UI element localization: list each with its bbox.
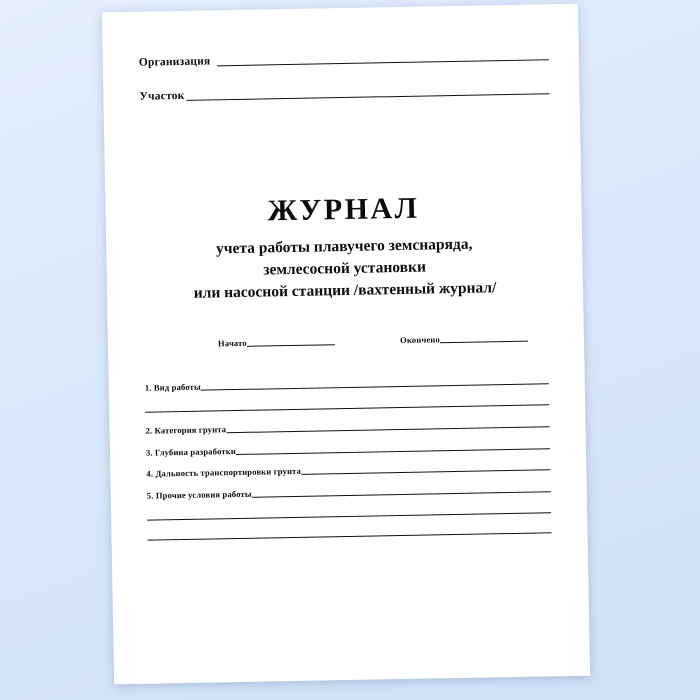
field-site-line[interactable] [187,92,550,101]
item-transport-distance-label: 4. Дальность транспортировки грунта [146,466,302,480]
field-finished[interactable] [400,333,528,345]
field-started-label: Начато [217,337,247,349]
field-started-line[interactable] [247,343,335,347]
item-work-type-label: 1. Вид работы [144,381,201,393]
items-list [145,376,552,541]
document-page-content [102,4,590,685]
field-organization-label: Организация [138,55,211,69]
document-title: ЖУРНАЛ [267,191,420,228]
document-subtitle-line-1: учета работы плавучего земснаряда, [215,235,473,257]
item-soil-category-label: 2. Категория грунта [145,424,227,437]
field-finished-line[interactable] [440,340,528,344]
field-organization[interactable] [139,50,549,69]
document-subtitle-line-3: или насосной станции /вахтенный журнал/ [193,278,497,302]
item-excavation-depth-label: 3. Глубина разработки [145,445,237,458]
document-subtitle-line-2: землесосной установки [263,258,427,279]
field-started[interactable] [218,336,335,348]
item-other-conditions-label: 5. Прочие условия работы [146,488,252,501]
field-organization-line[interactable] [216,58,548,66]
title-block [105,190,583,306]
field-finished-label: Окончено [399,334,441,346]
field-site-label: Участок [139,89,185,103]
field-site[interactable] [139,84,549,103]
document-page [102,4,590,685]
dates-row [218,333,528,349]
